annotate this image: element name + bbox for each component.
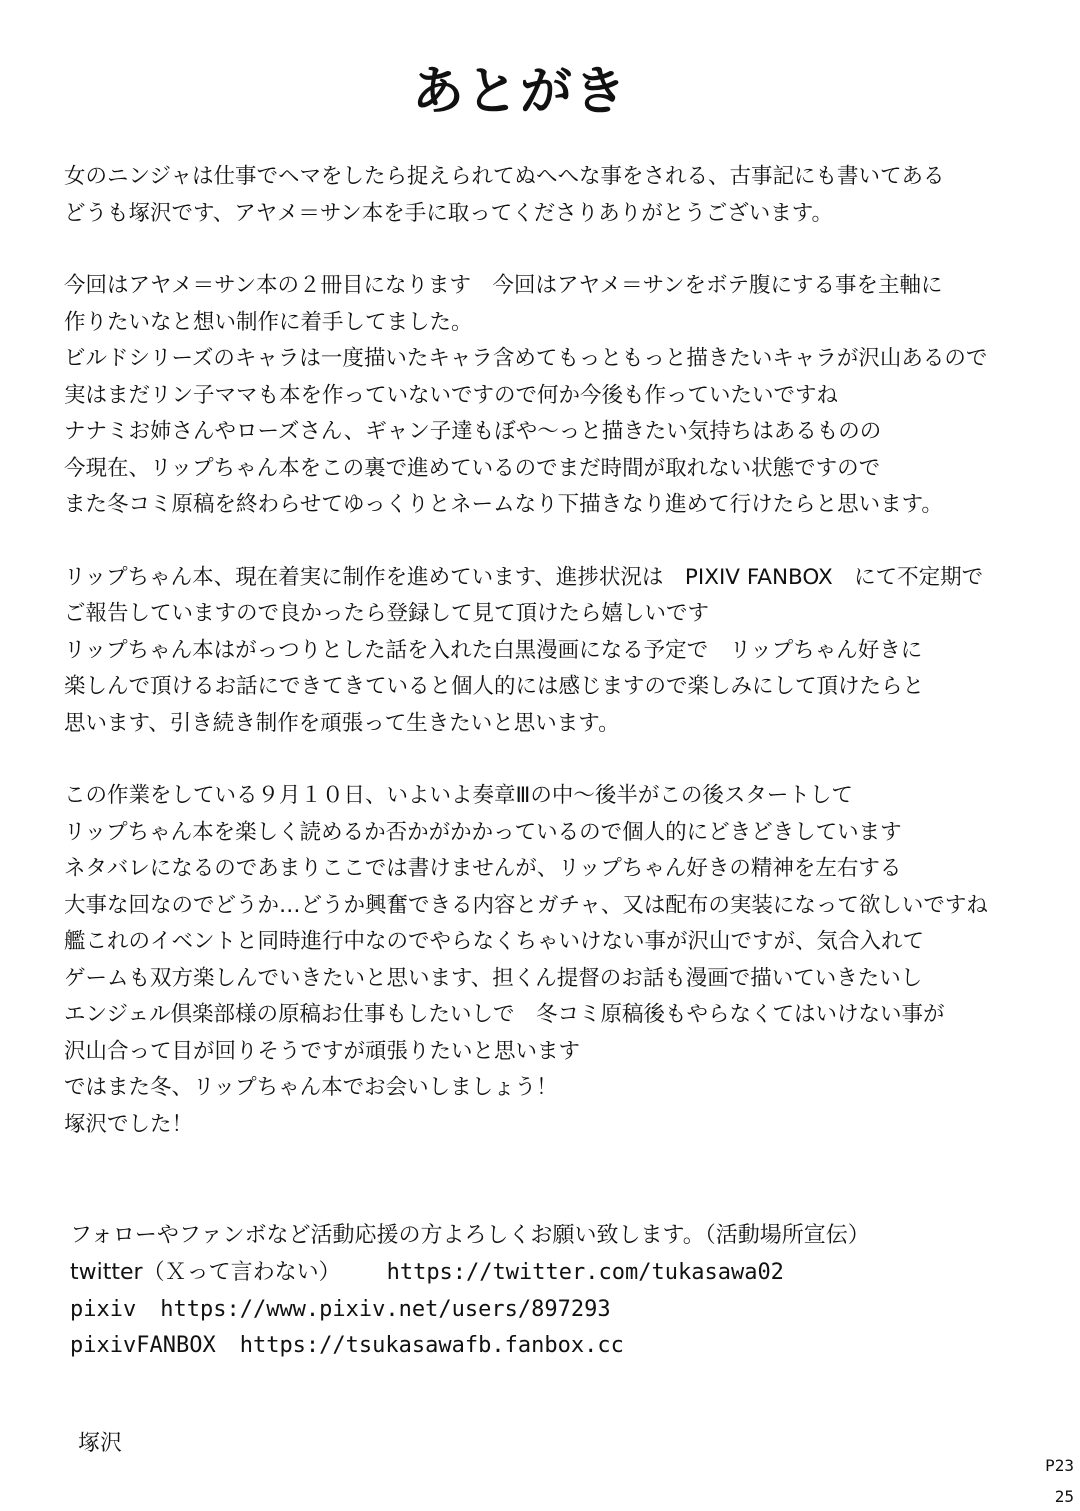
- body-line: 今現在、リップちゃん本をこの裏で進めているのでまだ時間が取れない状態ですので: [64, 456, 881, 481]
- body-line: ゲームも双方楽しんでいきたいと思います、担くん提督のお話も漫画で描いていきたいし: [64, 966, 923, 991]
- page-label: P23: [1045, 1456, 1074, 1475]
- link-label: twitter（Ｘって言わない）: [70, 1260, 341, 1285]
- body-line: ネタバレになるのであまりここでは書けませんが、リップちゃん好きの精神を左右する: [64, 856, 902, 881]
- body-line: 楽しんで頂けるお話にできてきていると個人的には感じますので楽しみにして頂けたらと: [64, 674, 925, 699]
- author-signature: 塚沢: [78, 1431, 123, 1456]
- body-line: 女のニンジャは仕事でヘマをしたら捉えられてぬへへな事をされる、古事記にも書いてある: [64, 164, 945, 189]
- body-line: 塚沢でした！: [64, 1112, 194, 1137]
- body-line: エンジェル倶楽部様の原稿お仕事もしたいしで 冬コミ原稿後もやらなくてはいけない事が: [64, 1002, 945, 1027]
- promo-link-twitter: [70, 1259, 784, 1287]
- body-line: 沢山合って目が回りそうですが頑張りたいと思います: [64, 1039, 581, 1064]
- body-line: この作業をしている９月１０日、いよいよ奏章Ⅲの中～後半がこの後スタートして: [64, 783, 853, 808]
- body-line: 大事な回なのでどうか…どうか興奮できる内容とガチャ、又は配布の実装になって欲しいですね: [64, 893, 988, 918]
- body-line: 思います、引き続き制作を頑張って生きたいと思います。: [64, 711, 620, 736]
- promo-intro: フォローやファンボなど活動応援の方よろしくお願い致します。（活動場所宣伝）: [70, 1223, 870, 1248]
- body-line: ナナミお姉さんやローズさん、ギャン子達もぼや～っと描きたい気持ちはあるものの: [64, 419, 882, 444]
- link-url[interactable]: https://tsukasawafb.fanbox.cc: [239, 1333, 624, 1358]
- link-url[interactable]: https://twitter.com/tukasawa02: [386, 1260, 784, 1285]
- link-label: pixiv: [70, 1297, 137, 1322]
- page-title: あとがき: [411, 61, 628, 122]
- page-number: 25: [1054, 1487, 1074, 1506]
- link-label: pixivFANBOX: [70, 1333, 216, 1358]
- body-line: 今回はアヤメ＝サン本の２冊目になります 今回はアヤメ＝サンをボテ腹にする事を主軸に: [64, 273, 943, 298]
- body-line: ビルドシリーズのキャラは一度描いたキャラ含めてもっともっと描きたいキャラが沢山あるので: [64, 346, 988, 371]
- promo-link-fanbox: [70, 1332, 624, 1360]
- body-line: どうも塚沢です、アヤメ＝サン本を手に取ってくださりありがとうございます。: [64, 201, 834, 226]
- promo-link-pixiv: [70, 1296, 611, 1324]
- body-line: リップちゃん本、現在着実に制作を進めています、進捗状況は PIXIV FANBOX にて不定期で: [64, 565, 984, 590]
- body-line: 艦これのイベントと同時進行中なのでやらなくちゃいけない事が沢山ですが、気合入れて: [64, 929, 925, 954]
- body-line: ではまた冬、リップちゃん本でお会いしましょう！: [64, 1075, 558, 1100]
- body-line: ご報告していますので良かったら登録して見て頂けたら嬉しいです: [64, 601, 710, 626]
- body-line: 実はまだリン子ママも本を作っていないですので何か今後も作っていたいですね: [64, 383, 839, 408]
- body-line: また冬コミ原稿を終わらせてゆっくりとネームなり下描きなり進めて行けたらと思います。: [64, 492, 943, 517]
- body-line: リップちゃん本を楽しく読めるか否かがかかっているので個人的にどきどきしています: [64, 820, 902, 845]
- body-line: リップちゃん本はがっつりとした話を入れた白黒漫画になる予定で リップちゃん好きに: [64, 638, 923, 663]
- body-line: 作りたいなと想い制作に着手してました。: [64, 310, 473, 335]
- link-url[interactable]: https://www.pixiv.net/users/897293: [160, 1297, 611, 1322]
